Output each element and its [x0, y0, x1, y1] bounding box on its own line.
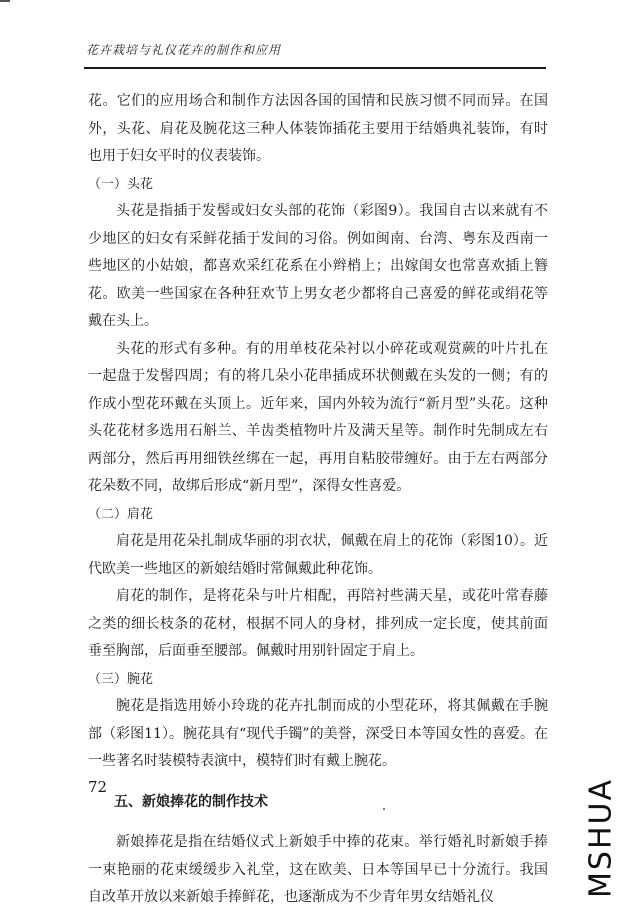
- subheading-wrist-flower: （三）腕花: [88, 671, 154, 687]
- subheading-head-flower: （一）头花: [88, 176, 154, 192]
- paragraph-head-flower-forms: 头花的形式有多种。有的用单枝花朵衬以小碎花或观赏蕨的叶片扎在一起盘于发髻四周；有的将几朵小花串插成环状侧戴在头发的一侧；有的作成小型花环戴在头顶上。近年来，国内外较为流行“新月型”头花。这种头花花材多选用石斛兰、羊齿类植物叶片及满天星等。制作时先制成左右两部分，然后再用细铁丝绑在一起，再用自粘胶带缠好。由于左右两部分花朵数不同，故绑后形成“新月型”，深得女性喜爱。: [88, 340, 548, 494]
- scan-speck: [383, 808, 385, 810]
- watermark-text: MSHUA: [583, 778, 619, 898]
- scan-edge-mark: [0, 0, 10, 2]
- page-number: 72: [88, 778, 108, 796]
- paragraph-wrist-flower: 腕花是指选用娇小玲珑的花卉扎制而成的小型花环，将其佩戴在手腕部（彩图11）。腕花具有“现代手镯”的美誉，深受日本等国女性的喜爱。在一些著名时装模特表演中，模特们时有戴上腕花。: [88, 698, 548, 769]
- paragraph-bridal-bouquet: 新娘捧花是指在结婚仪式上新娘手中捧的花束。举行婚礼时新娘手捧一束艳丽的花束缓缓步入礼堂，这在欧美、日本等国早已十分流行。我国自改革开放以来新娘手捧鲜花，也逐渐成为不少青年男女结婚礼仪: [88, 834, 548, 905]
- subheading-shoulder-flower: （二）肩花: [88, 506, 154, 522]
- running-header: 花卉栽培与礼仪花卉的制作和应用: [86, 43, 282, 57]
- section-title-bridal-bouquet: 五、新娘捧花的制作技术: [114, 793, 268, 810]
- header-rule: [84, 67, 546, 69]
- paragraph-continuation: 花。它们的应用场合和制作方法因各国的国情和民族习惯不同而异。在国外，头花、肩花及腕花这三种人体装饰插花主要用于结婚典礼装饰，有时也用于妇女平时的仪表装饰。: [88, 93, 548, 164]
- page-body: [88, 88, 548, 912]
- paragraph-shoulder-flower-making: 肩花的制作，是将花朵与叶片相配，再陪衬些满天星，或花叶常春藤之类的细长枝条的花材，根据不同人的身材，排列成一定长度，使其前面垂至胸部，后面垂至腰部。佩戴时用别针固定于肩上。: [88, 588, 548, 659]
- paragraph-shoulder-flower-definition: 肩花是用花朵扎制成华丽的羽衣状，佩戴在肩上的花饰（彩图10）。近代欧美一些地区的新娘结婚时常佩戴此种花饰。: [88, 533, 548, 577]
- watermark: [583, 778, 619, 898]
- paragraph-head-flower-definition: 头花是指插于发髻或妇女头部的花饰（彩图9）。我国自古以来就有不少地区的妇女有采鲜花插于发间的习俗。例如闽南、台湾、粤东及西南一些地区的小姑娘，都喜欢采红花系在小辫梢上；出嫁闺女也常喜欢插上簪花。欧美一些国家在各种狂欢节上男女老少都将自己喜爱的鲜花或绢花等戴在头上。: [88, 203, 548, 329]
